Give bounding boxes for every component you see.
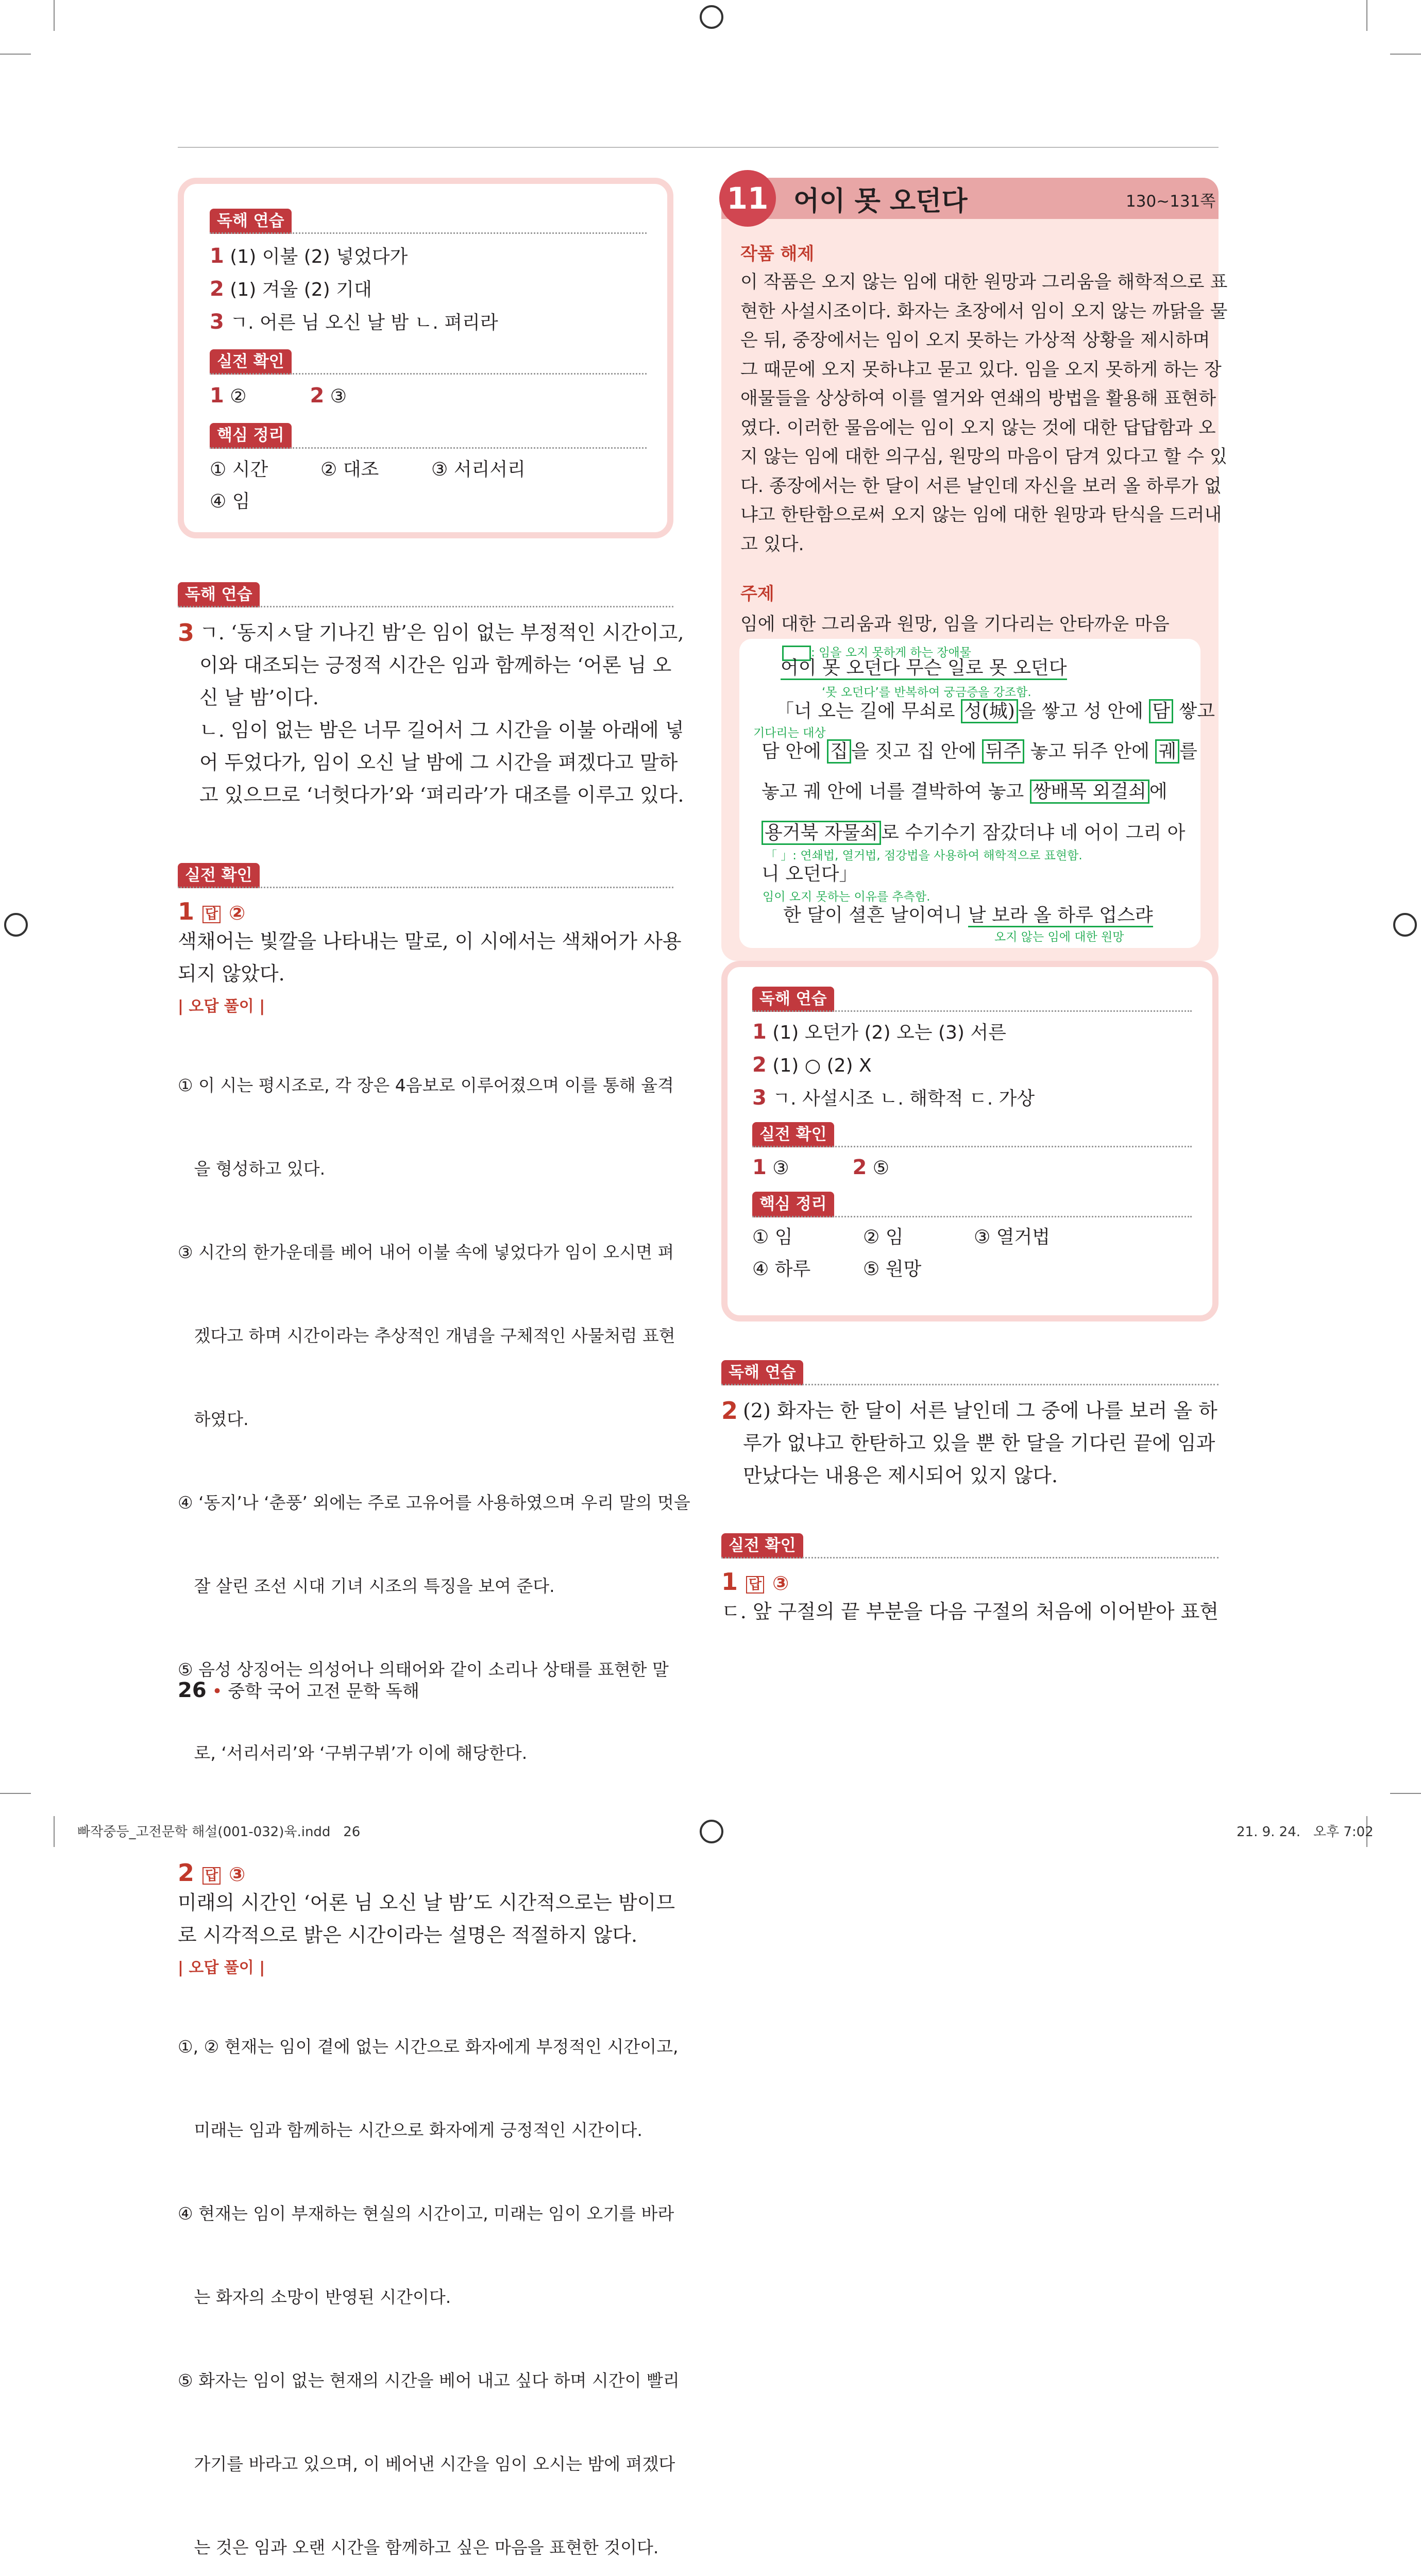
reading-practice-tag: 독해 연습 <box>210 209 292 234</box>
answer-line: 3 ㄱ. 사설시조 ㄴ. 해학적 ㄷ. 가상 <box>752 1086 1035 1110</box>
crop-mark <box>1390 54 1421 55</box>
poem-line: 「너 오는 길에 무쇠로 성(城) 을 쌓고 성 안에 담 쌓고 <box>775 691 1215 732</box>
registration-mark-icon <box>1393 913 1417 937</box>
reading-practice-header: 독해 연습 <box>721 1360 1219 1385</box>
summary-answers: ① 임 ② 임 ③ 열거법 <box>752 1226 1051 1248</box>
answer-line: 1 (1) 오던가 (2) 오는 (3) 서른 <box>752 1020 1006 1044</box>
page-footer: 26 • 중학 국어 고전 문학 독해 <box>178 1679 420 1702</box>
answer-line: 2 (1) ○ (2) X <box>752 1053 872 1077</box>
crop-mark <box>1366 0 1367 31</box>
practice-1-explanation: 색채어는 빛깔을 나타내는 말로, 이 시에서는 색채어가 사용 되지 않았다. <box>178 930 682 986</box>
poem-line: 한 달이 셜흔 날이여니 날 보라 올 하루 업스랴 <box>783 895 1153 936</box>
poem-note: 기다리는 대상 <box>753 726 826 740</box>
wrong-answer-label: | 오답 풀이 | <box>178 1959 265 1977</box>
summary-tag: 핵심 정리 <box>210 423 292 448</box>
unit-pages: 130~131쪽 <box>1126 192 1216 211</box>
top-rule <box>178 147 1219 148</box>
crop-mark <box>0 54 31 55</box>
wrong-answer-label: | 오답 풀이 | <box>178 997 265 1016</box>
practice-2-answer: 2 답 ③ <box>178 1859 246 1887</box>
poem-note: 임이 오지 못하는 이유를 추측함. <box>763 890 931 904</box>
unit-title: 어이 못 오던다 <box>793 186 968 217</box>
registration-mark-icon <box>4 913 28 937</box>
summary-answers: ④ 임 <box>210 490 250 512</box>
practice-1-answer: 1 답 ③ <box>721 1568 789 1596</box>
poem-line: 니 오던다」 <box>762 863 858 885</box>
practice-2-explanation: 미래의 시간인 ‘어론 님 오신 날 밤’도 시간적으로는 밤이므 로 시각적으로 밝은 시간이라는 설명은 적절하지 않다. <box>178 1891 675 1947</box>
practice-tag: 실전 확인 <box>210 349 292 375</box>
reading-practice-header <box>210 209 647 234</box>
crop-mark <box>1390 1793 1421 1794</box>
unit-number-badge: 11 <box>719 170 776 227</box>
poem-line: 어이 못 오던다 무슨 일로 못 오던다 <box>781 648 1067 688</box>
poem-line: 담 안에 집 을 짓고 집 안에 뒤주 놓고 뒤주 안에 궤 를 <box>762 732 1197 772</box>
summary-header <box>210 423 647 448</box>
summary-answers: ① 시간 ② 대조 ③ 서리서리 <box>210 459 526 480</box>
analysis-label: 작품 해제 <box>740 244 815 264</box>
registration-mark-icon <box>700 1820 723 1843</box>
analysis-text: 이 작품은 오지 않는 임에 대한 원망과 그리움을 해학적으로 표 현한 사설시조이다. 화자는 초장에서 임이 오지 않는 까닭을 물 은 뒤, 중장에서는 임이 오지 못하는 가상적 상황을 제시하며 그 때문에 오지 못하냐고 묻고 있다. 임을 오지 못하게 하는 장 애물들을 상상하여 이를 열거와 연쇄의 방법을 활용해 표현하 였다. 이러한 물음에는 임이 오지 않는 것에 대한 답답함과 오 지 않는 임에 대한 의구심, 원망의 마음이 담겨 있다고 할 수 있 다. 종장에서는 한 달이 서른 날인데 자신을 보러 올 하루가 없 냐고 한탄함으로써 오지 않는 임에 대한 원망과 탄식을 드러내 고 있다. <box>740 272 1228 555</box>
poem-legend: : 임을 오지 못하게 하는 장애물 <box>782 643 971 661</box>
registration-mark-icon <box>700 5 723 29</box>
practice-header: 실전 확인 <box>752 1122 1192 1147</box>
crop-mark <box>54 0 55 31</box>
print-slug-date: 21. 9. 24. 오후 7:02 <box>1237 1824 1374 1840</box>
right-lower-column <box>721 1360 1219 1628</box>
theme-text: 임에 대한 그리움과 원망, 임을 기다리는 안타까운 마음 <box>740 614 1170 635</box>
summary-answers: ④ 하루 ⑤ 원망 <box>752 1258 922 1280</box>
answer-line: 1 (1) 이불 (2) 넣었다가 <box>210 244 408 268</box>
left-column <box>178 582 690 2576</box>
right-answer-box <box>721 961 1219 1321</box>
poem-line: 놓고 궤 안에 너를 결박하여 놓고 쌍배목 외걸쇠 에 <box>762 772 1168 812</box>
answer-line: 3 ㄱ. 어른 님 오신 날 밤 ㄴ. 펴리라 <box>210 310 498 334</box>
poem-note: 「 」: 연쇄법, 열거법, 점강법을 사용하여 해학적으로 표현함. <box>765 849 1082 862</box>
reading-practice-header: 독해 연습 <box>752 987 1192 1012</box>
page-number: 26 <box>178 1679 207 1702</box>
question-3-explanation: 3 ㄱ. ‘동지ㅅ달 기나긴 밤’은 임이 없는 부정적인 시간이고, 이와 대조되는 긍정적 시간은 임과 함께하는 ‘어론 님 오 신 날 밤’이다. ㄴ. 임이 없는 밤은 너무 길어서 그 시간을 이불 아래에 넣 어 두었다가, 임이 오신 날 밤에 그 시간을 펴겠다고 말하 고 있으므로 ‘너헛다가’와 ‘펴리라’가 대조를 이루고 있다. <box>178 619 684 807</box>
practice-header: 실전 확인 <box>178 863 673 888</box>
practice-1-explanation: ㄷ. 앞 구절의 끝 부분을 다음 구절의 처음에 이어받아 표현 <box>721 1600 1219 1623</box>
crop-mark <box>54 1816 55 1847</box>
book-title: 중학 국어 고전 문학 독해 <box>228 1681 420 1702</box>
summary-header: 핵심 정리 <box>752 1192 1192 1217</box>
reading-practice-header: 독해 연습 <box>178 582 673 607</box>
practice-1-answer: 1 답 ② <box>178 897 246 926</box>
crop-mark <box>0 1793 31 1794</box>
poem-note: 오지 않는 임에 대한 원망 <box>994 930 1124 944</box>
print-slug-file: 빠작중등_고전문학 해설(001-032)육.indd 26 <box>77 1824 361 1840</box>
practice-answers: 1 ② 2 ③ <box>210 384 347 408</box>
wrong-answer-list: ①, ② 현재는 임이 곁에 없는 시간으로 화자에게 부정적인 시간이고, 미래는 임과 함께하는 시간으로 화자에게 긍정적인 시간이다. ④ 현재는 임이 부재하는 현실의 시간이고, 미래는 임이 오기를 바라 는 화자의 소망이 반영된 시간이다. ⑤ 화자는 임이 없는 현재의 시간을 베어 내고 싶다 하며 시간이 빨리 가기를 바라고 있으며, 이 베어낸 시간을 임이 오시는 밤에 펴겠다 는 것은 임과 오랜 시간을 함께하고 싶은 마음을 표현한 것이다. <box>178 2037 680 2558</box>
left-answer-box <box>178 178 673 538</box>
practice-header: 실전 확인 <box>721 1533 1219 1558</box>
wrong-answer-list: ① 이 시는 평시조로, 각 장은 4음보로 이루어졌으며 이를 통해 율격 을 형성하고 있다. ③ 시간의 한가운데를 베어 내어 이불 속에 넣었다가 임이 오시면 펴 겠다고 하며 시간이라는 추상적인 개념을 구체적인 사물처럼 표현 하였다. ④ ‘동지’나 ‘춘풍’ 외에는 주로 고유어를 사용하였으며 우리 말의 멋을 잘 살린 조선 시대 기녀 시조의 특징을 보여 준다. ⑤ 음성 상징어는 의성어나 의태어와 같이 소리나 상태를 표현한 말 로, ‘서리서리’와 ‘구뷔구뷔’가 이에 해당한다. <box>178 1075 690 1764</box>
poem-line: 용거북 자물쇠 로 수기수기 잠갔더냐 네 어이 그리 아 <box>762 813 1185 853</box>
practice-header <box>210 349 647 375</box>
theme-label: 주제 <box>740 584 774 604</box>
practice-answers: 1 ③ 2 ⑤ <box>752 1156 890 1180</box>
answer-line: 2 (1) 겨울 (2) 기대 <box>210 277 372 301</box>
poem-note: ‘못 오던다’를 반복하여 궁금증을 강조함. <box>822 686 1031 699</box>
work-analysis <box>740 240 1228 639</box>
question-2-explanation: 2 (2) 화자는 한 달이 서른 날인데 그 중에 나를 보러 올 하 루가 없냐고 한탄하고 있을 뿐 한 달을 기다린 끝에 임과 만났다는 내용은 제시되어 있지 않다. <box>721 1397 1217 1487</box>
